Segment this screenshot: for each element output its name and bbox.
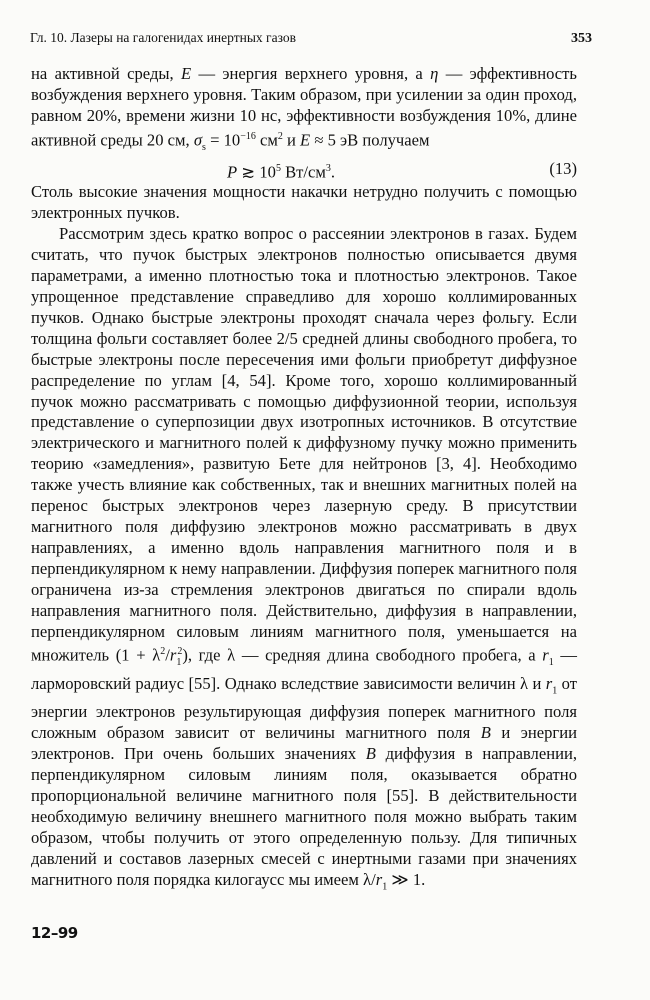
signature-mark: 12–99 bbox=[31, 924, 78, 942]
equation-13 bbox=[31, 158, 577, 182]
equation-number: (13) bbox=[549, 159, 577, 179]
equation-formula: P ≳ $10^5$ $Вт/см^3$. bbox=[227, 163, 336, 182]
body-text bbox=[31, 64, 577, 898]
running-title: Гл. 10. Лазеры на галогенидах инертных газов bbox=[30, 30, 296, 45]
running-header bbox=[30, 30, 592, 47]
paragraph-short: Столь высокие значения мощности накачки нетрудно получить с помощью электронных пучков. bbox=[31, 182, 577, 223]
paragraph-main: Рассмотрим здесь кратко вопрос о рассеянии электронов в газах. Будем считать, что пучок быстрых электронов полностью описывается двумя параметрами, а именно плотностью тока и плотностью электронов. Такое упрощенное представление справедливо для хорошо коллимированных пучков. Однако быстрые электроны проходят сначала через фольгу. Если толщина фольги составляет более 2/5 средней длины свободного пробега, то быстрые электроны после пересечения ими фольги приобретут диффузное распределение по углам [4, 54]. Кроме того, хорошо коллимированный пучок можно рассматривать с помощью диффузионной теории, используя представление о суперпозиции двух изотропных источников. В отсутствие электрического и магнитного полей к диффузному пучку можно применить теорию «замедления», развитую Бете для нейтронов [3, 4]. Необходимо также учесть влияние как собственных, так и внешних магнитных полей на перенос быстрых электронов через лазерную среду. В присутствии магнитного поля диффузию электронов можно рассматривать в двух направлениях, а именно вдоль направления магнитного поля и в перпендикулярном к нему направлении. Диффузия поперек магнитного поля ограничена из-за стремления электронов двигаться по спирали вдоль направления магнитного поля. Действительно, диффузия в направлении, перпендикулярном силовым линиям магнитного поля, уменьшается на множитель $(1 + \lambda^2/r_1^2)$, где λ — средняя длина свободного пробега, а $r_1$ — ларморовский радиус [55]. Однако вследствие зависимости величин λ и $r_1$ от энергии электронов результирующая диффузия поперек магнитного поля сложным образом зависит от величины магнитного поля B и энергии электронов. При очень больших значениях B диффузия в направлении, перпендикулярном силовым линиям поля, оказывается обратно пропорциональной величине магнитного поля [55]. В действительности необходимую величину внешнего магнитного поля можно выбрать таким образом, чтобы получить от этого определенную пользу. Для типичных давлений и составов лазерных смесей с инертными газами при значениях магнитного поля порядка килогаусс мы имеем $\lambda/r_1$ ≫ 1. bbox=[31, 224, 578, 892]
page-number: 353 bbox=[571, 31, 592, 46]
paragraph-continuation: на активной среды, E — энергия верхнего уровня, а η — эффективность возбуждения верхнего уровня. Таким образом, при усилении за один проход, равном 20%, времени жизни 10 нс, эффективности возбуждения 10%, длине активной среды 20 см, $\sigma_s = 10^{-16}$ $см^2$ и E ≈ 5 эВ получаем bbox=[31, 64, 577, 153]
